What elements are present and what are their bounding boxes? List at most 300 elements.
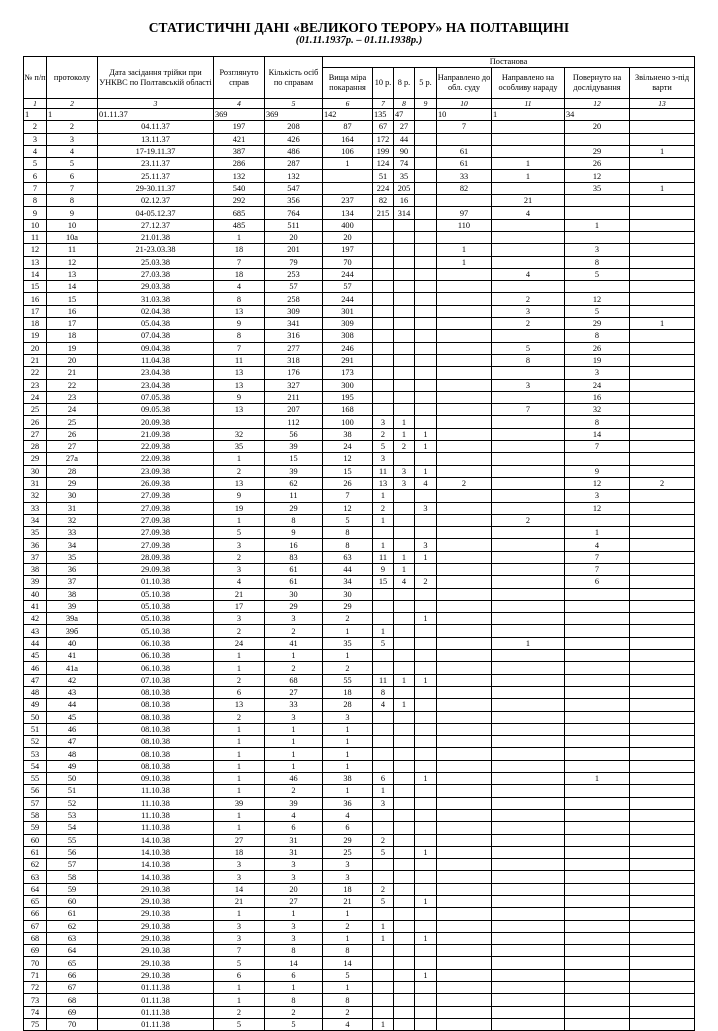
table-cell: 51 [47, 785, 98, 797]
table-cell: 38 [323, 428, 373, 440]
table-cell: 05.10.38 [98, 625, 214, 637]
table-row [24, 404, 695, 416]
table-cell [630, 121, 695, 133]
table-cell: 02.04.38 [98, 305, 214, 317]
table-cell [415, 982, 437, 994]
table-cell [565, 846, 630, 858]
table-cell: 426 [265, 133, 323, 145]
table-cell: 4 [415, 477, 437, 489]
table-cell: 1 [437, 244, 492, 256]
table-row [24, 945, 695, 957]
table-cell: 124 [373, 158, 394, 170]
table-cell [394, 748, 415, 760]
table-cell [565, 809, 630, 821]
table-cell: 134 [323, 207, 373, 219]
table-cell [394, 809, 415, 821]
table-row [24, 846, 695, 858]
table-cell [394, 650, 415, 662]
table-cell [565, 982, 630, 994]
table-cell: 5 [24, 158, 47, 170]
table-cell [394, 367, 415, 379]
table-cell: 1 [373, 785, 394, 797]
table-cell: 9 [265, 527, 323, 539]
table-cell: 19 [214, 502, 265, 514]
table-cell [492, 600, 565, 612]
table-row [24, 1006, 695, 1018]
table-cell [415, 268, 437, 280]
table-cell: 34 [565, 109, 630, 121]
table-cell [437, 674, 492, 686]
table-cell: 50 [47, 773, 98, 785]
table-cell [437, 330, 492, 342]
table-cell [492, 219, 565, 231]
table-cell: 29 [265, 502, 323, 514]
table-cell [565, 896, 630, 908]
table-cell: 69 [47, 1006, 98, 1018]
statistics-table [23, 56, 695, 1031]
table-row [24, 982, 695, 994]
table-cell [492, 932, 565, 944]
table-cell: 308 [323, 330, 373, 342]
table-cell [437, 588, 492, 600]
table-cell: 47 [24, 674, 47, 686]
table-cell: 14.10.38 [98, 859, 214, 871]
table-cell [415, 182, 437, 194]
table-cell: 19 [565, 354, 630, 366]
table-cell: 39 [214, 797, 265, 809]
table-cell: 13 [214, 404, 265, 416]
table-cell: 43 [47, 686, 98, 698]
table-cell [373, 293, 394, 305]
table-cell: 67 [24, 920, 47, 932]
table-cell: 3 [214, 539, 265, 551]
table-cell: 8 [47, 195, 98, 207]
table-cell: 27 [394, 121, 415, 133]
table-row [24, 490, 695, 502]
table-cell [492, 650, 565, 662]
table-cell: 3 [323, 871, 373, 883]
table-cell: 32 [47, 514, 98, 526]
table-cell: 39а [47, 613, 98, 625]
table-cell [437, 809, 492, 821]
table-cell: 46 [47, 723, 98, 735]
table-row [24, 195, 695, 207]
table-cell [373, 613, 394, 625]
table-cell [394, 945, 415, 957]
table-row [24, 268, 695, 280]
table-cell: 246 [323, 342, 373, 354]
table-cell [492, 674, 565, 686]
table-cell: 27 [24, 428, 47, 440]
table-cell: 369 [214, 109, 265, 121]
table-cell: 21 [214, 896, 265, 908]
table-cell [492, 256, 565, 268]
table-cell: 14 [565, 428, 630, 440]
table-cell [373, 330, 394, 342]
table-row [24, 231, 695, 243]
table-cell: 67 [373, 121, 394, 133]
table-cell: 29 [265, 600, 323, 612]
table-cell: 1 [373, 539, 394, 551]
table-cell: 54 [47, 822, 98, 834]
table-cell: 287 [265, 158, 323, 170]
table-cell: 67 [47, 982, 98, 994]
table-cell [415, 699, 437, 711]
table-cell [630, 650, 695, 662]
table-row [24, 367, 695, 379]
table-cell [415, 256, 437, 268]
table-cell: 1 [265, 650, 323, 662]
table-cell [415, 1006, 437, 1018]
table-cell [492, 1018, 565, 1030]
table-cell: 20 [47, 354, 98, 366]
table-cell: 1 [323, 748, 373, 760]
header-no: № п/п [24, 57, 47, 99]
column-number-cell: 5 [265, 99, 323, 109]
table-cell [630, 883, 695, 895]
table-cell: 35 [565, 182, 630, 194]
table-cell: 41а [47, 662, 98, 674]
table-cell: 1 [323, 650, 373, 662]
table-cell [630, 969, 695, 981]
table-cell [492, 539, 565, 551]
table-cell [415, 748, 437, 760]
table-cell: 1 [394, 428, 415, 440]
table-cell [630, 330, 695, 342]
table-cell: 3 [214, 871, 265, 883]
table-cell: 41 [24, 600, 47, 612]
table-cell: 62 [24, 859, 47, 871]
table-cell: 59 [24, 822, 47, 834]
table-cell: 2 [214, 625, 265, 637]
table-cell [394, 502, 415, 514]
table-cell: 7 [437, 121, 492, 133]
table-row [24, 293, 695, 305]
table-cell [437, 539, 492, 551]
table-cell: 12 [323, 453, 373, 465]
table-cell [394, 1006, 415, 1018]
table-cell [373, 969, 394, 981]
table-cell: 12 [565, 170, 630, 182]
table-cell [394, 736, 415, 748]
table-cell: 11 [214, 354, 265, 366]
table-cell: 511 [265, 219, 323, 231]
table-row [24, 686, 695, 698]
table-cell: 18 [323, 883, 373, 895]
table-cell: 28 [323, 699, 373, 711]
table-cell: 21 [24, 354, 47, 366]
table-cell: 135 [373, 109, 394, 121]
table-cell: 55 [323, 674, 373, 686]
table-cell: 1 [394, 563, 415, 575]
table-cell: 70 [323, 256, 373, 268]
table-cell [373, 650, 394, 662]
table-cell: 21 [492, 195, 565, 207]
table-cell [492, 994, 565, 1006]
table-cell: 309 [323, 318, 373, 330]
table-cell: 29.09.38 [98, 563, 214, 575]
table-cell: 30 [323, 588, 373, 600]
table-cell: 17 [47, 318, 98, 330]
table-cell: 7 [24, 182, 47, 194]
table-cell: 1 [415, 674, 437, 686]
table-cell [630, 502, 695, 514]
table-cell [492, 760, 565, 772]
table-cell: 1 [630, 182, 695, 194]
table-cell: 27.09.38 [98, 490, 214, 502]
table-cell [415, 723, 437, 735]
table-cell [437, 133, 492, 145]
table-cell: 8 [323, 994, 373, 1006]
table-cell: 29.10.38 [98, 908, 214, 920]
table-cell [565, 133, 630, 145]
table-cell: 61 [437, 145, 492, 157]
table-cell [492, 736, 565, 748]
table-cell: 17 [24, 305, 47, 317]
table-cell: 764 [265, 207, 323, 219]
table-cell [492, 908, 565, 920]
table-row [24, 477, 695, 489]
table-cell [394, 797, 415, 809]
table-cell: 172 [373, 133, 394, 145]
table-cell [565, 686, 630, 698]
table-cell [437, 748, 492, 760]
table-cell [565, 883, 630, 895]
table-cell [437, 354, 492, 366]
table-cell [394, 822, 415, 834]
table-cell: 1 [323, 908, 373, 920]
column-number-cell: 4 [214, 99, 265, 109]
table-cell: 32 [565, 404, 630, 416]
table-cell [373, 809, 394, 821]
table-cell: 7 [565, 563, 630, 575]
table-row [24, 502, 695, 514]
table-cell: 211 [265, 391, 323, 403]
table-cell [415, 121, 437, 133]
table-cell: 5 [492, 342, 565, 354]
table-cell: 1 [437, 256, 492, 268]
table-cell: 08.10.38 [98, 711, 214, 723]
table-cell: 29-30.11.37 [98, 182, 214, 194]
table-cell: 1 [565, 527, 630, 539]
table-cell [492, 416, 565, 428]
table-cell: 64 [24, 883, 47, 895]
table-cell: 20 [265, 883, 323, 895]
table-cell: 1 [323, 760, 373, 772]
table-cell: 3 [265, 920, 323, 932]
table-cell: 07.04.38 [98, 330, 214, 342]
table-cell: 72 [24, 982, 47, 994]
table-cell: 2 [323, 662, 373, 674]
table-cell [415, 883, 437, 895]
table-cell: 47 [394, 109, 415, 121]
column-number-cell: 8 [394, 99, 415, 109]
table-cell: 14 [214, 883, 265, 895]
table-cell [394, 859, 415, 871]
table-row [24, 145, 695, 157]
table-row [24, 797, 695, 809]
table-cell [373, 723, 394, 735]
table-cell: 32 [24, 490, 47, 502]
table-cell: 26 [565, 158, 630, 170]
table-row [24, 662, 695, 674]
table-cell: 13.11.37 [98, 133, 214, 145]
table-cell: 2 [214, 711, 265, 723]
table-cell: 10 [47, 219, 98, 231]
table-cell [373, 1006, 394, 1018]
table-cell: 18 [47, 330, 98, 342]
table-cell [630, 244, 695, 256]
table-cell: 5 [373, 441, 394, 453]
table-cell [492, 822, 565, 834]
table-cell: 7 [214, 945, 265, 957]
table-cell: 06.10.38 [98, 637, 214, 649]
table-cell: 2 [373, 834, 394, 846]
table-cell [630, 391, 695, 403]
table-cell: 26 [565, 342, 630, 354]
table-cell: 27 [265, 896, 323, 908]
table-cell: 1 [214, 650, 265, 662]
table-cell [630, 932, 695, 944]
table-cell: 1 [323, 785, 373, 797]
table-cell [415, 330, 437, 342]
table-cell [394, 613, 415, 625]
table-cell: 66 [24, 908, 47, 920]
table-cell: 2 [265, 662, 323, 674]
table-cell [323, 170, 373, 182]
table-row [24, 465, 695, 477]
table-cell: 3 [394, 465, 415, 477]
table-row [24, 736, 695, 748]
table-cell: 34 [47, 539, 98, 551]
table-cell: 3 [492, 305, 565, 317]
table-cell [394, 453, 415, 465]
table-cell [565, 908, 630, 920]
table-cell [565, 994, 630, 1006]
table-cell: 07.05.38 [98, 391, 214, 403]
table-cell: 15 [373, 576, 394, 588]
table-cell: 8 [265, 945, 323, 957]
table-cell [492, 625, 565, 637]
table-cell: 29 [565, 318, 630, 330]
table-cell: 1 [265, 723, 323, 735]
column-number-cell: 12 [565, 99, 630, 109]
table-cell: 1 [415, 932, 437, 944]
table-cell: 25 [323, 846, 373, 858]
table-cell: 53 [24, 748, 47, 760]
table-cell: 292 [214, 195, 265, 207]
table-cell [630, 354, 695, 366]
table-cell: 14.10.38 [98, 846, 214, 858]
table-cell: 74 [394, 158, 415, 170]
table-cell: 4 [492, 268, 565, 280]
table-cell [630, 699, 695, 711]
table-row [24, 994, 695, 1006]
table-cell [437, 342, 492, 354]
table-cell [394, 662, 415, 674]
table-cell: 09.05.38 [98, 404, 214, 416]
table-cell [415, 133, 437, 145]
table-cell: 3 [323, 711, 373, 723]
table-cell: 207 [265, 404, 323, 416]
table-row [24, 613, 695, 625]
table-cell [565, 748, 630, 760]
table-cell: 6 [47, 170, 98, 182]
table-cell: 2 [415, 576, 437, 588]
table-cell: 14.10.38 [98, 871, 214, 883]
table-cell: 68 [24, 932, 47, 944]
table-cell: 29 [24, 453, 47, 465]
table-cell: 15 [323, 465, 373, 477]
table-cell: 52 [24, 736, 47, 748]
table-cell: 3 [265, 711, 323, 723]
table-cell [492, 969, 565, 981]
table-cell: 1 [492, 158, 565, 170]
table-cell: 56 [265, 428, 323, 440]
table-cell [437, 465, 492, 477]
table-cell: 39 [24, 576, 47, 588]
table-cell: 369 [265, 109, 323, 121]
table-row [24, 441, 695, 453]
table-cell: 14 [47, 281, 98, 293]
table-cell: 3 [415, 502, 437, 514]
table-cell: 5 [373, 637, 394, 649]
table-cell: 168 [323, 404, 373, 416]
table-cell [415, 514, 437, 526]
table-cell: 09.10.38 [98, 773, 214, 785]
table-cell: 14 [24, 268, 47, 280]
table-cell: 5 [373, 846, 394, 858]
table-cell [373, 957, 394, 969]
table-cell: 70 [24, 957, 47, 969]
table-cell: 90 [394, 145, 415, 157]
table-row [24, 637, 695, 649]
table-cell [437, 625, 492, 637]
document-subtitle: (01.11.1937р. – 01.11.1938р.) [295, 35, 423, 46]
table-cell: 33 [437, 170, 492, 182]
table-row [24, 785, 695, 797]
table-cell [415, 785, 437, 797]
table-cell: 65 [24, 896, 47, 908]
table-cell [373, 760, 394, 772]
table-row [24, 588, 695, 600]
table-cell: 71 [24, 969, 47, 981]
column-number-cell: 3 [98, 99, 214, 109]
table-cell [437, 859, 492, 871]
table-cell [394, 293, 415, 305]
table-cell [415, 711, 437, 723]
table-cell: 29 [323, 834, 373, 846]
table-cell: 3 [415, 539, 437, 551]
table-cell [415, 416, 437, 428]
table-cell: 15 [47, 293, 98, 305]
table-cell: 1 [214, 760, 265, 772]
table-row [24, 871, 695, 883]
table-cell [565, 969, 630, 981]
table-cell [415, 207, 437, 219]
table-cell [492, 871, 565, 883]
table-cell [630, 563, 695, 575]
table-cell: 62 [265, 477, 323, 489]
table-cell: 1 [394, 416, 415, 428]
table-cell: 13 [214, 305, 265, 317]
table-cell: 685 [214, 207, 265, 219]
table-cell: 57 [265, 281, 323, 293]
table-cell: 1 [214, 908, 265, 920]
table-cell: 9 [565, 465, 630, 477]
table-cell [630, 859, 695, 871]
table-cell: 39б [47, 625, 98, 637]
